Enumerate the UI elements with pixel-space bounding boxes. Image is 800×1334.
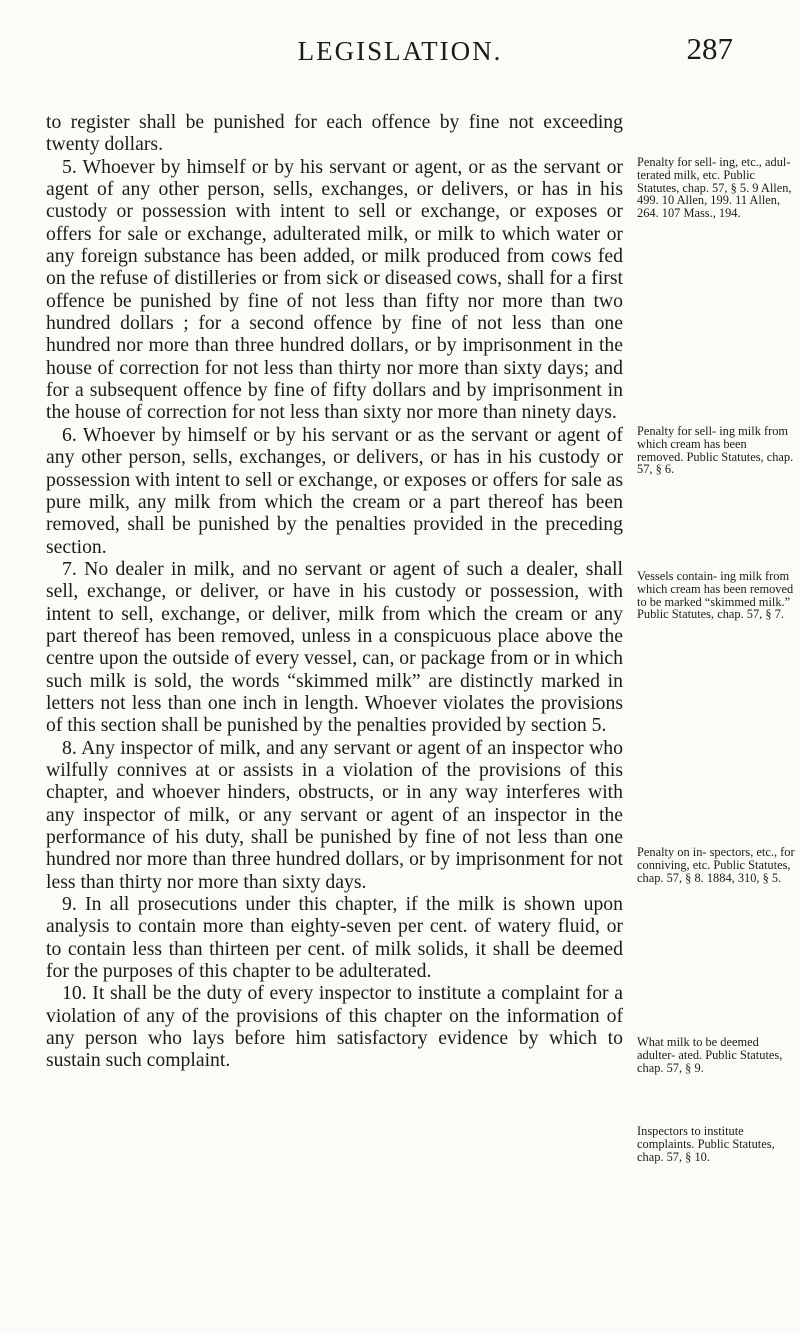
page-number: 287 bbox=[686, 31, 733, 66]
section-5: 5. Whoever by himself or by his servant or agent, or as the servant or agent of any other person, sells, exchanges, or delivers, or has in his custody or possession with intent to sell or exchange, or exposes or offers for sale or exchange, adulterated milk, or milk to which water or any foreign substance has been added, or milk produced from cows fed on the refuse of distilleries or from sick or diseased cows, shall for a first offence be punished by fine of not less than fifty nor more than two hundred dollars ; for a second offence by fine of not less than one hundred nor more than three hundred dollars, or by imprisonment in the house of correction for not less than thirty nor more than sixty days; and for a subsequent offence by fine of fifty dollars and by imprisonment in the house of correction for not less than sixty nor more than ninety days. bbox=[46, 155, 623, 424]
section-8: 8. Any inspector of milk, and any servant or agent of an inspector who wilfully connives at or assists in a violation of the provisions of this chapter, and whoever hinders, obstructs, or in any way interferes with any inspector of milk, or any servant or agent of an inspector in the performance of his duty, shall be punished by fine of not less than one hundred nor more than three hundred dollars, or by imprisonment for not less than thirty nor more than sixty days. bbox=[46, 736, 623, 893]
margin-note-section-7: Vessels contain- ing milk from which cream has been removed to be marked “skimmed milk.” Public Statutes, chap. 57, § 7. bbox=[637, 569, 794, 622]
margin-note-section-10: Inspectors to institute complaints. Public Statutes, chap. 57, § 10. bbox=[637, 1124, 775, 1164]
margin-note-section-8: Penalty on in- spectors, etc., for conniving, etc. Public Statutes, chap. 57, § 8. 1884, 310, § 5. bbox=[637, 845, 795, 885]
section-6: 6. Whoever by himself or by his servant or as the servant or agent of any other person, sells, exchanges, or delivers, or has in his custody or possession with intent to sell or exchange, or exposes or offers for sale as pure milk, any milk from which the cream or a part thereof has been removed, shall be punished by the penalties provided in the preceding section. bbox=[46, 423, 624, 558]
running-title: LEGISLATION. bbox=[297, 36, 503, 66]
page-header bbox=[0, 0, 800, 100]
section-7: 7. No dealer in milk, and no servant or agent of such a dealer, shall sell, exchange, or deliver, or have in his custody or possession, with intent to sell, exchange, or deliver, milk from which the cream or any part thereof has been removed, unless in a conspicuous place above the centre upon the outside of every vessel, can, or package from or in which such milk is sold, the words “skimmed milk” are distinctly marked in letters not less than one inch in length. Whoever violates the provisions of this section shall be punished by the penalties provided by section 5. bbox=[46, 557, 623, 737]
section-9: 9. In all prosecutions under this chapter, if the milk is shown upon analysis to contain more than eighty-seven per cent. of watery fluid, or to contain less than thirteen per cent. of milk solids, it shall be deemed for the purposes of this chapter to be adulterated. bbox=[46, 893, 623, 983]
margin-note-section-5: Penalty for sell- ing, etc., adul- terated milk, etc. Public Statutes, chap. 57, § 5. 9 Allen, 499. 10 Allen, 199. 11 Allen, 264. 107 Mass., 194. bbox=[637, 155, 792, 221]
paragraph-continuation: to register shall be punished for each offence by fine not exceeding twenty dollars. bbox=[46, 111, 623, 156]
margin-note-section-6: Penalty for sell- ing milk from which cream has been removed. Public Statutes, chap. 57, § 6. bbox=[637, 424, 794, 477]
margin-note-section-9: What milk to be deemed adulter- ated. Public Statutes, chap. 57, § 9. bbox=[637, 1035, 783, 1075]
body-text bbox=[46, 111, 623, 1072]
section-10: 10. It shall be the duty of every inspector to institute a complaint for a violation of any of the provisions of this chapter on the information of any person who lays before him satisfactory evidence by which to sustain such complaint. bbox=[46, 982, 623, 1072]
